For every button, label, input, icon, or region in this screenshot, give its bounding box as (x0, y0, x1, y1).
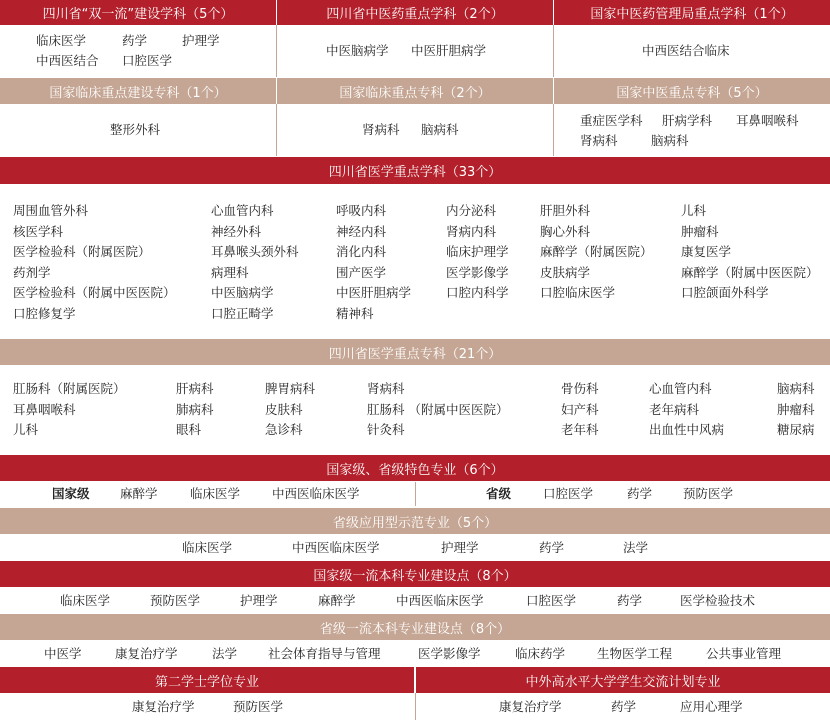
sichuan-tcm-key-header: 四川省中医药重点学科（2个） (277, 0, 553, 25)
list-item: 医学影像学 (446, 264, 509, 280)
list-item: 护理学 (441, 540, 479, 555)
sichuan-medical-key-disciplines-header: 四川省医学重点学科（33个） (0, 157, 830, 184)
list-item: 老年科 (561, 422, 599, 437)
list-item: 口腔正畸学 (211, 305, 274, 321)
list-item: 麻醉学 (120, 486, 158, 501)
list-item: 肿瘤科 (777, 401, 815, 417)
list-item: 临床药学 (515, 646, 566, 661)
list-item: 出血性中风病 (649, 422, 725, 437)
list-item: 麻醉学 (318, 593, 356, 608)
list-item: 康复治疗学 (132, 699, 195, 714)
list-item: 麻醉学（附属中医医院） (681, 264, 819, 280)
list-item: 中西医临床医学 (292, 540, 380, 555)
list-item: 中医脑病学 (211, 285, 274, 300)
divider (415, 693, 416, 720)
list-item: 生物医学工程 (597, 646, 673, 661)
national-first-class-majors-header: 国家级一流本科专业建设点（8个） (0, 561, 830, 587)
provincial-level-label: 省级 (486, 486, 512, 501)
list-item: 皮肤病学 (540, 264, 591, 280)
list-item: 法学 (623, 540, 649, 555)
list-item: 肝病科 (176, 381, 214, 396)
list-item: 整形外科 (110, 122, 161, 137)
list-item: 医学检验科（附属中医医院） (13, 285, 176, 300)
list-item: 老年病科 (649, 401, 700, 417)
list-item: 重症医学科 (580, 113, 643, 128)
list-item: 胸心外科 (540, 223, 591, 239)
list-item: 病理科 (211, 264, 249, 280)
list-item: 儿科 (681, 203, 707, 218)
list-item: 脾胃病科 (265, 381, 316, 396)
list-item: 肾病内科 (446, 223, 497, 239)
list-item: 口腔颌面外科学 (681, 285, 769, 300)
list-item: 糖尿病 (777, 422, 815, 437)
list-item: 肿瘤科 (681, 223, 719, 239)
list-item: 儿科 (13, 422, 39, 437)
national-level-label: 国家级 (52, 486, 90, 501)
second-degree-header: 第二学士学位专业 (0, 667, 414, 693)
provincial-first-class-majors-header: 省级一流本科专业建设点（8个） (0, 614, 830, 640)
list-item: 康复治疗学 (499, 699, 562, 714)
list-item: 中医肝胆病学 (411, 43, 487, 58)
divider (415, 482, 416, 506)
list-item: 社会体育指导与管理 (268, 646, 381, 661)
list-item: 肛肠科 （附属中医医院） (367, 401, 509, 417)
list-item: 脑病科 (651, 133, 689, 148)
list-item: 口腔医学 (122, 53, 173, 68)
list-item: 口腔医学 (543, 486, 594, 501)
list-item: 皮肤科 (265, 401, 303, 417)
list-item: 临床医学 (60, 593, 111, 608)
applied-demo-majors-header: 省级应用型示范专业（5个） (0, 508, 830, 534)
list-item: 临床医学 (182, 540, 233, 555)
list-item: 预防医学 (683, 486, 734, 501)
list-item: 应用心理学 (680, 699, 743, 714)
exchange-program-header: 中外高水平大学学生交流计划专业 (416, 667, 830, 693)
list-item: 中西医结合临床 (642, 43, 730, 58)
list-item: 康复医学 (681, 244, 732, 259)
list-item: 眼科 (176, 422, 202, 437)
list-item: 肾病科 (362, 122, 400, 137)
list-item: 围产医学 (336, 264, 387, 280)
list-item: 临床医学 (36, 33, 87, 48)
national-clinical-key-header: 国家临床重点专科（2个） (277, 78, 553, 104)
list-item: 中医肝胆病学 (336, 285, 412, 300)
list-item: 内分泌科 (446, 203, 497, 218)
list-item: 药学 (617, 593, 643, 608)
list-item: 骨伤科 (561, 381, 599, 396)
list-item: 预防医学 (150, 593, 201, 608)
list-item: 口腔临床医学 (540, 285, 616, 300)
list-item: 药剂学 (13, 264, 51, 280)
list-item: 周围血管外科 (13, 203, 89, 218)
list-item: 中西医结合 (36, 53, 99, 68)
list-item: 耳鼻喉头颈外科 (211, 244, 299, 259)
featured-majors-header: 国家级、省级特色专业（6个） (0, 455, 830, 481)
list-item: 脑病科 (777, 381, 815, 396)
list-item: 法学 (212, 646, 238, 661)
list-item: 急诊科 (265, 422, 303, 437)
list-item: 中西医临床医学 (272, 486, 360, 501)
list-item: 口腔修复学 (13, 305, 76, 321)
list-item: 肾病科 (580, 133, 618, 148)
list-item: 消化内科 (336, 244, 387, 259)
list-item: 药学 (122, 33, 148, 48)
divider (553, 104, 554, 156)
list-item: 护理学 (182, 33, 220, 48)
list-item: 耳鼻咽喉科 (13, 401, 76, 417)
list-item: 肝胆外科 (540, 203, 591, 218)
list-item: 医学影像学 (418, 646, 481, 661)
divider (276, 104, 277, 156)
list-item: 针灸科 (367, 422, 405, 437)
list-item: 核医学科 (13, 223, 64, 239)
list-item: 康复治疗学 (115, 646, 178, 661)
list-item: 麻醉学（附属医院） (540, 244, 653, 259)
list-item: 口腔内科学 (446, 285, 509, 300)
list-item: 中医学 (44, 646, 82, 661)
divider (553, 25, 554, 77)
list-item: 耳鼻咽喉科 (736, 113, 799, 128)
national-clinical-construction-header: 国家临床重点建设专科（1个） (0, 78, 276, 104)
sichuan-double-first-class-header: 四川省“双一流”建设学科（5个） (0, 0, 276, 25)
list-item: 肺病科 (176, 401, 214, 417)
list-item: 药学 (611, 699, 637, 714)
list-item: 预防医学 (233, 699, 284, 714)
list-item: 呼吸内科 (336, 203, 387, 218)
national-tcm-admin-key-header: 国家中医药管理局重点学科（1个） (554, 0, 830, 25)
list-item: 神经内科 (336, 223, 387, 239)
list-item: 中西医临床医学 (396, 593, 484, 608)
list-item: 公共事业管理 (706, 646, 782, 661)
list-item: 肾病科 (367, 381, 405, 396)
national-tcm-key-specialty-header: 国家中医重点专科（5个） (554, 78, 830, 104)
list-item: 心血管内科 (649, 381, 712, 396)
list-item: 医学检验科（附属医院） (13, 244, 151, 259)
list-item: 中医脑病学 (326, 43, 389, 58)
list-item: 脑病科 (421, 122, 459, 137)
list-item: 心血管内科 (211, 203, 274, 218)
list-item: 药学 (539, 540, 565, 555)
list-item: 临床护理学 (446, 244, 509, 259)
list-item: 精神科 (336, 305, 374, 321)
list-item: 肝病学科 (662, 113, 713, 128)
list-item: 口腔医学 (526, 593, 577, 608)
list-item: 临床医学 (190, 486, 241, 501)
list-item: 护理学 (240, 593, 278, 608)
list-item: 神经外科 (211, 223, 262, 239)
list-item: 医学检验技术 (680, 593, 756, 608)
list-item: 药学 (627, 486, 653, 501)
list-item: 肛肠科（附属医院） (13, 381, 126, 396)
sichuan-medical-key-specialties-header: 四川省医学重点专科（21个） (0, 339, 830, 365)
divider (276, 25, 277, 77)
list-item: 妇产科 (561, 401, 599, 417)
